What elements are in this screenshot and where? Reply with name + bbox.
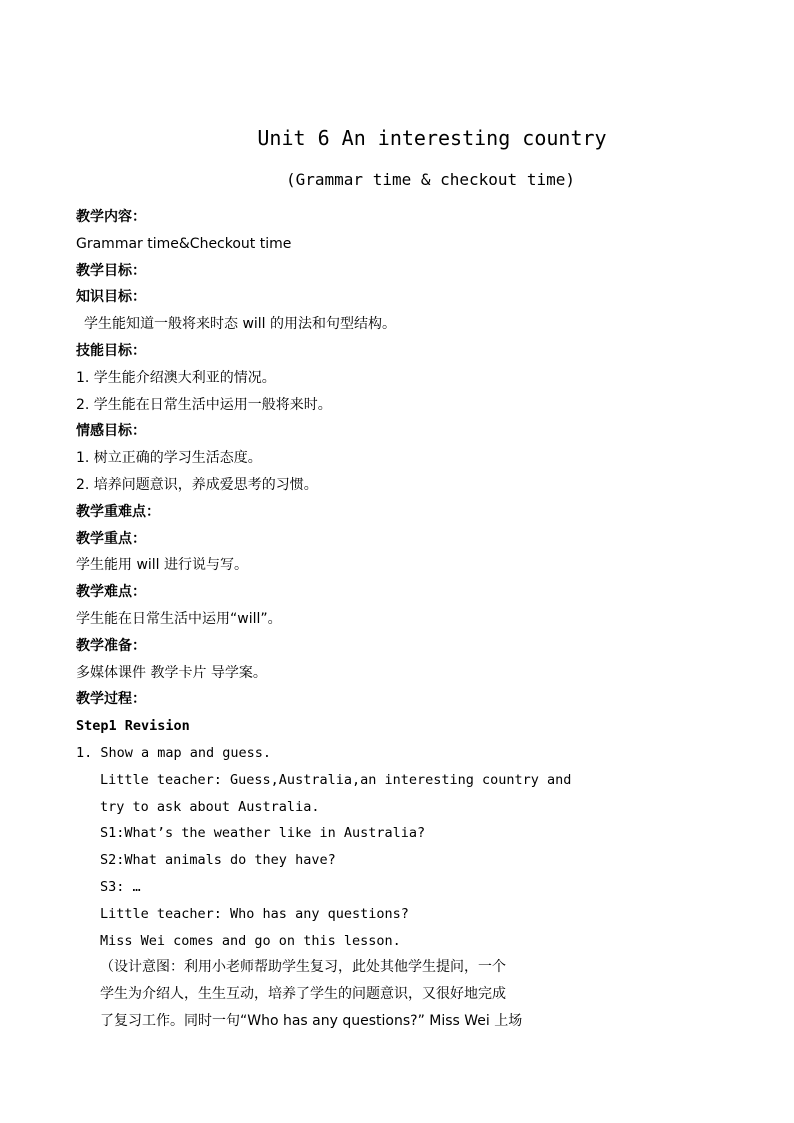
heading-key-difficult-points: 教学重难点： xyxy=(76,503,160,520)
list-item: 2. 学生能在日常生活中运用一般将来时。 xyxy=(76,396,332,413)
text-line: 学生能知道一般将来时态 will 的用法和句型结构。 xyxy=(84,316,397,333)
document-title: Unit 6 An interesting country xyxy=(257,126,607,150)
heading-teaching-content: 教学内容： xyxy=(76,209,146,225)
list-item: 1. Show a map and guess. xyxy=(76,744,272,761)
design-note-line: （设计意图：利用小老师帮助学生复习，此处其他学生提问，一个 xyxy=(100,959,506,976)
dialogue-line: S1:What’s the weather like in Australia? xyxy=(100,825,426,842)
document-body xyxy=(76,204,576,1035)
text-line: 多媒体课件 教学卡片 导学案。 xyxy=(76,664,267,681)
design-note-line: 学生为介绍人，生生互动，培养了学生的问题意识，又很好地完成 xyxy=(100,986,506,1003)
dialogue-line: Little teacher: Who has any questions? xyxy=(100,905,409,922)
dialogue-line: S3: … xyxy=(100,878,141,895)
list-item: 2. 培养问题意识，养成爱思考的习惯。 xyxy=(76,476,318,493)
text-line: 学生能在日常生活中运用“will”。 xyxy=(76,610,282,627)
heading-emotional-goals: 情感目标： xyxy=(76,423,146,440)
heading-step1: Step1 Revision xyxy=(76,718,190,735)
heading-difficult-points: 教学难点： xyxy=(76,584,146,601)
text-line: Grammar time&Checkout time xyxy=(76,235,292,252)
document-subtitle: (Grammar time & checkout time) xyxy=(286,170,575,189)
text-line: 学生能用 will 进行说与写。 xyxy=(76,557,249,574)
heading-procedure: 教学过程： xyxy=(76,691,146,708)
heading-preparation: 教学准备： xyxy=(76,637,146,654)
dialogue-line: try to ask about Australia. xyxy=(100,798,320,815)
dialogue-line: Little teacher: Guess,Australia,an interesting country and xyxy=(100,771,572,788)
dialogue-line: S2:What animals do they have? xyxy=(100,852,336,869)
list-item: 1. 学生能介绍澳大利亚的情况。 xyxy=(76,369,276,386)
heading-skill-goals: 技能目标： xyxy=(76,342,146,359)
list-item: 1. 树立正确的学习生活态度。 xyxy=(76,450,262,467)
heading-knowledge-goals: 知识目标： xyxy=(76,289,146,306)
heading-key-points: 教学重点： xyxy=(76,530,146,547)
dialogue-line: Miss Wei comes and go on this lesson. xyxy=(100,932,401,949)
heading-teaching-goals: 教学目标： xyxy=(76,262,146,279)
design-note-line: 了复习工作。同时一句“Who has any questions?” Miss Wei 上场 xyxy=(100,1012,523,1029)
